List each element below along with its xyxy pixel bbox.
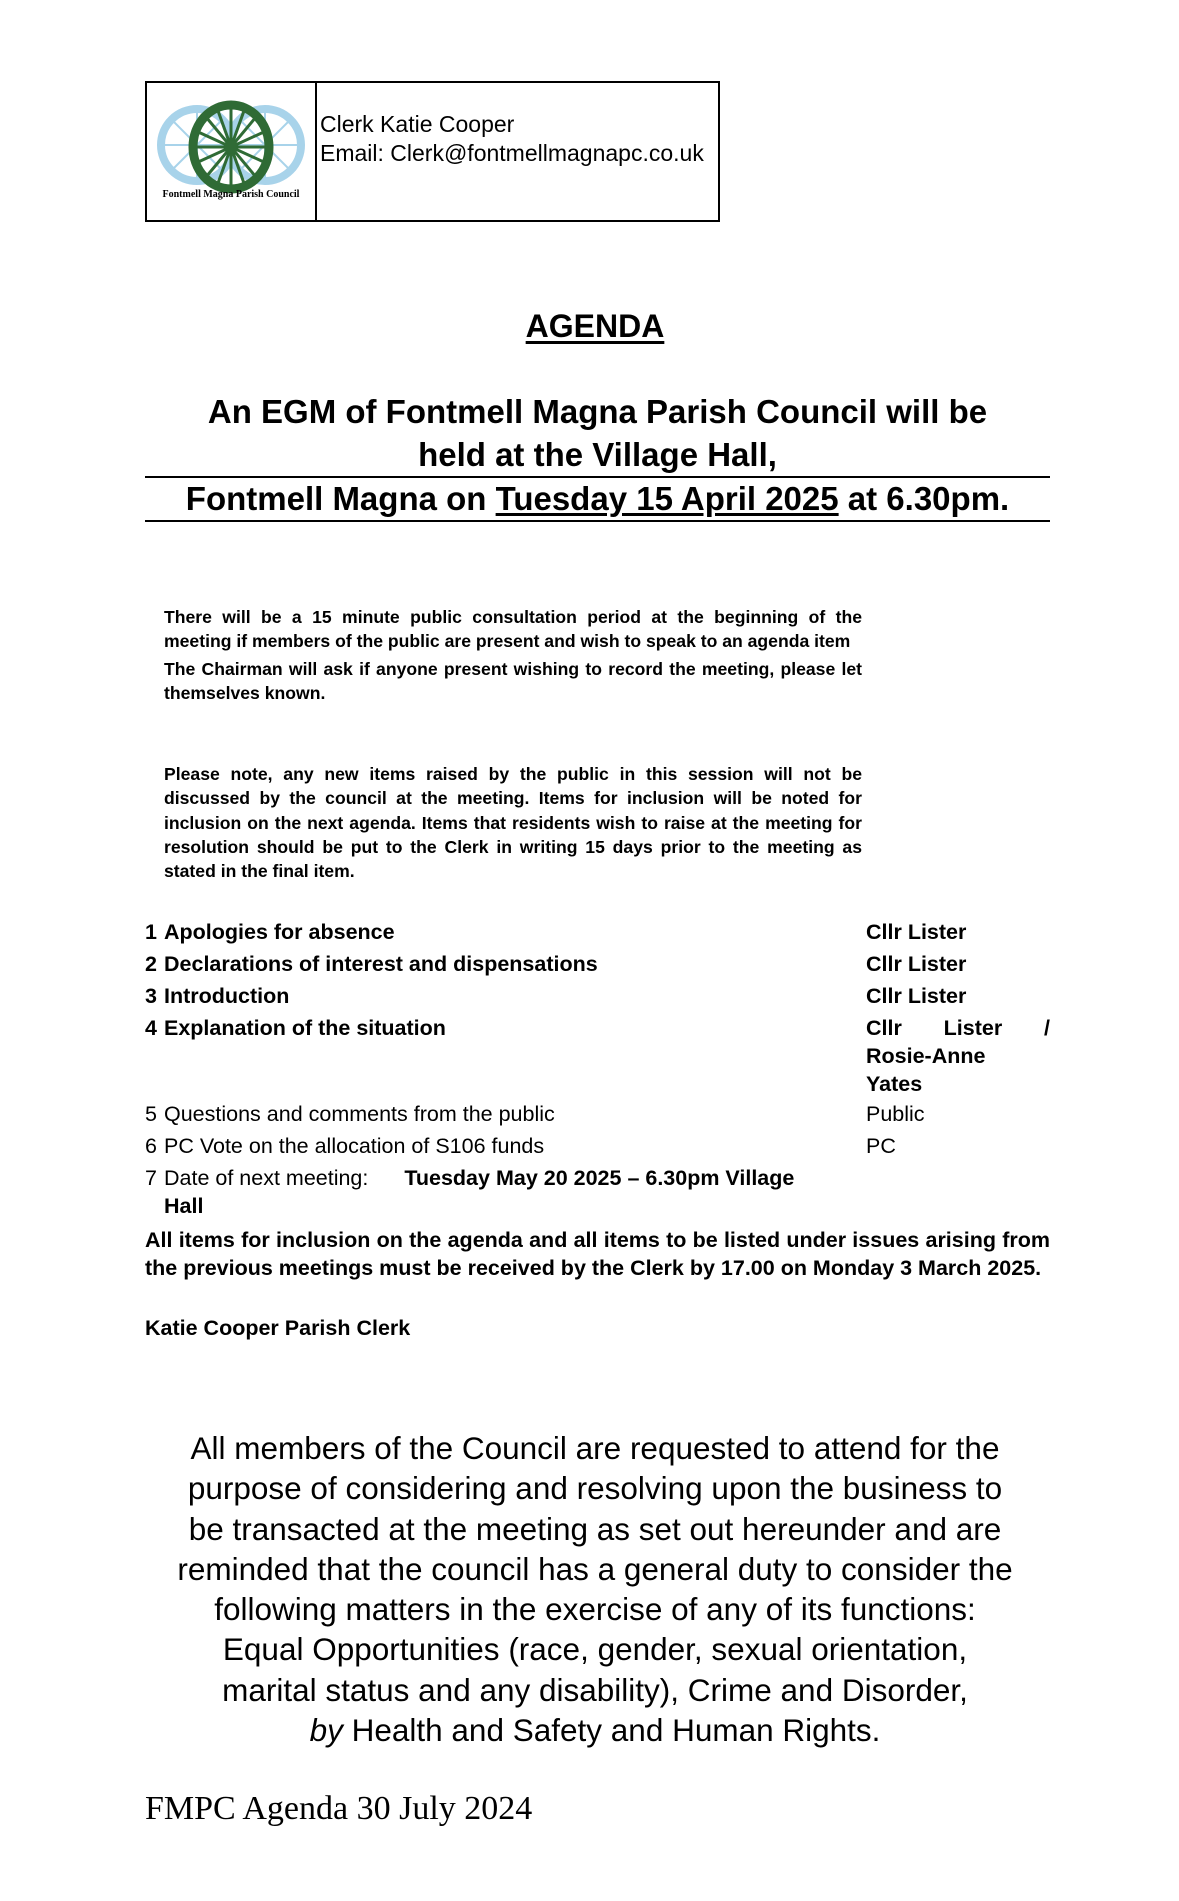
next-meeting-detail-line2: Hall xyxy=(164,1194,204,1218)
item-responsible: Cllr Lister xyxy=(866,920,967,944)
page-title: AGENDA xyxy=(525,308,665,344)
submission-deadline-note: All items for inclusion on the agenda and all items to be listed under issues arising from the previous meetings must be received by the Clerk by 17.00 on Monday 3 March 2025. xyxy=(145,1228,1050,1280)
agenda-item xyxy=(145,948,1050,980)
contact-cell xyxy=(317,83,718,220)
agenda-item xyxy=(145,1098,1050,1130)
item-number: 5 xyxy=(145,1102,157,1126)
responsible-part: / xyxy=(1044,1016,1050,1040)
item-number: 2 xyxy=(145,952,157,976)
clerk-signature: Katie Cooper Parish Clerk xyxy=(145,1316,411,1340)
item-text: Apologies for absence xyxy=(164,920,395,944)
public-consultation-notice xyxy=(164,605,862,705)
item-responsible: Cllr Lister xyxy=(866,952,967,976)
logo-caption: Fontmell Magna Parish Council xyxy=(162,189,300,200)
meeting-heading-line1: An EGM of Fontmell Magna Parish Council will be xyxy=(207,393,988,430)
statement-line: All members of the Council are requested to attend for the xyxy=(190,1430,1000,1466)
attendance-statement xyxy=(130,1428,1060,1750)
meeting-date: Tuesday 15 April 2025 xyxy=(495,480,839,517)
responsible-line2: Rosie-Anne xyxy=(866,1044,986,1068)
meeting-heading-line2: held at the Village Hall, xyxy=(418,436,777,473)
item-text: PC Vote on the allocation of S106 funds xyxy=(164,1134,545,1158)
item-number: 3 xyxy=(145,984,157,1008)
statement-line: marital status and any disability), Crime and Disorder, xyxy=(222,1671,968,1708)
public-items-notice xyxy=(164,762,862,883)
notice-paragraph: Please note, any new items raised by the public in this session will not be discussed by the council at the meeting. Items for inclusion will be noted for inclusion on the next agenda. Items that residents wish to raise at the meeting for resolution should be put to the Clerk in writing 15 days prior to the meeting as stated in the final item. xyxy=(164,764,862,882)
statement-italic: by xyxy=(309,1712,343,1749)
item-text: Date of next meeting: xyxy=(164,1166,369,1190)
document-footer: FMPC Agenda 30 July 2024 xyxy=(145,1790,533,1827)
item-text: Declarations of interest and dispensations xyxy=(164,952,598,976)
statement-line: following matters in the exercise of any of its functions: xyxy=(214,1591,976,1628)
logo-cell xyxy=(147,83,317,220)
item-text: Questions and comments from the public xyxy=(164,1102,555,1126)
meeting-location: Fontmell Magna on xyxy=(185,480,496,517)
agenda-item xyxy=(145,916,1050,948)
cartwheel-logo-icon xyxy=(149,93,313,203)
clerk-email[interactable]: Email: Clerk@fontmellmagnapc.co.uk xyxy=(320,140,704,166)
next-meeting-detail: Tuesday May 20 2025 – 6.30pm Village xyxy=(404,1166,795,1190)
responsible-line1 xyxy=(866,1014,1050,1042)
responsible-line3: Yates xyxy=(866,1072,923,1096)
item-text: Explanation of the situation xyxy=(164,1016,446,1040)
statement-line: purpose of considering and resolving upon the business to xyxy=(187,1470,1003,1507)
responsible-part: Lister xyxy=(943,1016,1003,1040)
notice-paragraph: There will be a 15 minute public consultation period at the beginning of the meeting if members of the public are present and wish to speak to an agenda item xyxy=(164,607,862,652)
item-number: 7 xyxy=(145,1166,157,1190)
header-box xyxy=(145,81,720,222)
meeting-time: at 6.30pm. xyxy=(838,480,1010,517)
meeting-heading xyxy=(145,390,1050,522)
agenda-item xyxy=(145,1130,1050,1162)
item-text-block xyxy=(164,1164,1050,1220)
item-number: 1 xyxy=(145,920,157,944)
item-text: Introduction xyxy=(164,984,290,1008)
agenda-item xyxy=(145,980,1050,1012)
notice-paragraph: The Chairman will ask if anyone present wishing to record the meeting, please let themselves known. xyxy=(164,658,862,703)
responsible-part: Cllr xyxy=(866,1016,902,1040)
statement-line: reminded that the council has a general duty to consider the xyxy=(177,1550,1013,1587)
item-number: 6 xyxy=(145,1134,157,1158)
statement-text: Health and Safety and Human Rights. xyxy=(342,1712,881,1749)
item-responsible: Public xyxy=(866,1102,925,1126)
statement-line: be transacted at the meeting as set out hereunder and are xyxy=(188,1510,1002,1547)
item-responsible: Cllr Lister xyxy=(866,984,967,1008)
statement-line: Equal Opportunities (race, gender, sexual orientation, xyxy=(222,1631,968,1668)
agenda-item xyxy=(145,1012,1050,1098)
clerk-name: Clerk Katie Cooper xyxy=(320,111,515,137)
item-number: 4 xyxy=(145,1016,157,1040)
item-responsible: PC xyxy=(866,1134,896,1158)
agenda-item xyxy=(145,1164,1050,1220)
item-responsible xyxy=(866,1012,1050,1098)
meeting-heading-line3 xyxy=(145,476,1050,522)
statement-line xyxy=(130,1710,1060,1750)
agenda-items-list xyxy=(145,916,1050,1220)
